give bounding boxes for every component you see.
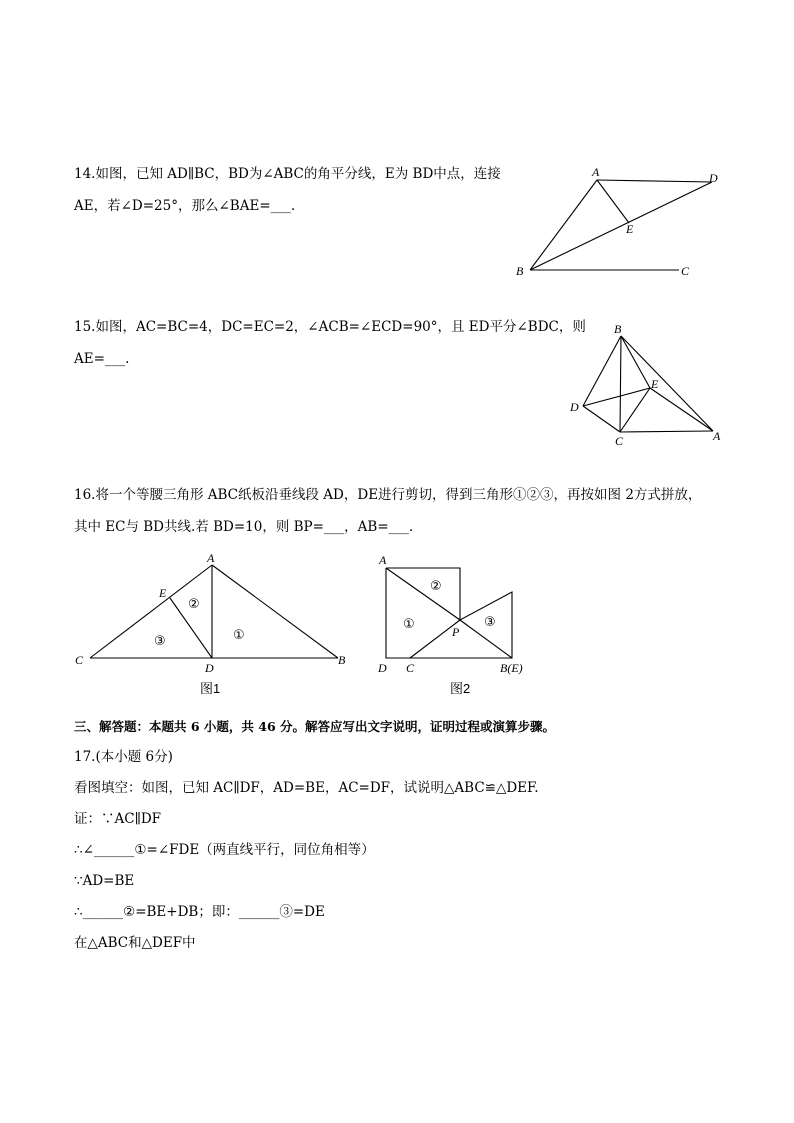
fig1-segment-ab	[212, 565, 338, 658]
fig1-label-a: A	[207, 551, 215, 565]
q16-figure-1	[70, 548, 360, 703]
q17-proof-line3: ∵AD=BE	[74, 873, 135, 889]
q15-label-b: B	[614, 322, 622, 336]
q17-proof-line4: ∴______②=BE+DB；即：______③=DE	[74, 904, 325, 920]
fig2-piece-3: ③	[484, 615, 496, 630]
q14-label-d: D	[709, 171, 718, 185]
fig1-piece-2: ②	[188, 597, 200, 612]
fig1-caption: 图1	[200, 681, 221, 696]
q14-figure	[505, 160, 745, 285]
q15-segment-ba	[621, 336, 713, 431]
q14-segment-ad	[597, 180, 712, 182]
fig2-label-p: P	[452, 625, 460, 639]
fig2-label-d: D	[378, 661, 387, 675]
q15-label-e: E	[651, 377, 659, 391]
fig1-piece-1: ①	[233, 628, 245, 643]
q15-label-a: A	[713, 429, 721, 443]
section3-heading: 三、解答题：本题共 6 小题，共 46 分。解答应写出文字说明，证明过程或演算步骤。	[74, 719, 556, 734]
fig1-label-e: E	[159, 586, 167, 600]
fig2-label-c: C	[406, 661, 415, 675]
fig2-segment-ap	[386, 568, 460, 620]
q15-figure	[565, 318, 735, 453]
q17-proof-line2: ∴∠______①=∠FDE（两直线平行，同位角相等）	[74, 842, 375, 858]
q14-text-line2: AE，若∠D=25°，那么∠BAE=___.	[74, 198, 296, 214]
q14-label-b: B	[516, 264, 524, 278]
q16-text-line1: 16.将一个等腰三角形 ABC纸板沿垂线段 AD，DE进行剪切，得到三角形①②③，再按如图 2方式拼放，	[74, 487, 702, 503]
q15-label-d: D	[570, 400, 579, 414]
fig1-label-c: C	[75, 653, 84, 667]
q14-segment-ae	[597, 180, 629, 223]
q16-figure-2	[372, 548, 552, 703]
fig1-label-d: D	[205, 661, 214, 675]
fig2-piece-1: ①	[403, 617, 415, 632]
q15-segment-ca	[620, 431, 713, 432]
q17-title: 17.(本小题 6分)	[74, 749, 173, 765]
q14-segment-bd	[530, 182, 712, 270]
fig2-caption: 图2	[450, 681, 471, 696]
q15-segment-ea	[650, 388, 713, 431]
q15-label-c: C	[615, 434, 624, 448]
q15-segment-dc	[583, 406, 620, 432]
q14-label-e: E	[626, 222, 634, 236]
fig1-piece-3: ③	[154, 634, 166, 649]
q17-text-line1: 看图填空：如图，已知 AC∥DF，AD=BE，AC=DF，试说明△ABC≌△DEF.	[74, 780, 539, 796]
q14-label-a: A	[592, 165, 600, 179]
q15-segment-bc	[620, 336, 621, 432]
q15-text-line1: 15.如图，AC=BC=4，DC=EC=2，∠ACB=∠ECD=90°，且 ED平分∠BDC，则	[74, 319, 586, 335]
fig2-label-be: B(E)	[500, 661, 523, 675]
q17-proof-line1: 证：∵AC∥DF	[74, 811, 162, 827]
q14-label-c: C	[681, 264, 690, 278]
q17-proof-line5: 在△ABC和△DEF中	[74, 935, 196, 951]
fig1-label-b: B	[338, 653, 346, 667]
q15-text-line2: AE=___.	[74, 351, 130, 367]
fig2-label-a: A	[379, 553, 387, 567]
q16-text-line2: 其中 EC与 BD共线.若 BD=10，则 BP=___，AB=___.	[74, 519, 414, 535]
q14-text-line1: 14.如图，已知 AD∥BC，BD为∠ABC的角平分线，E为 BD中点，连接	[74, 166, 501, 182]
q15-segment-bd	[583, 336, 621, 406]
q14-segment-ab	[530, 180, 597, 270]
fig2-piece-2: ②	[430, 579, 442, 594]
